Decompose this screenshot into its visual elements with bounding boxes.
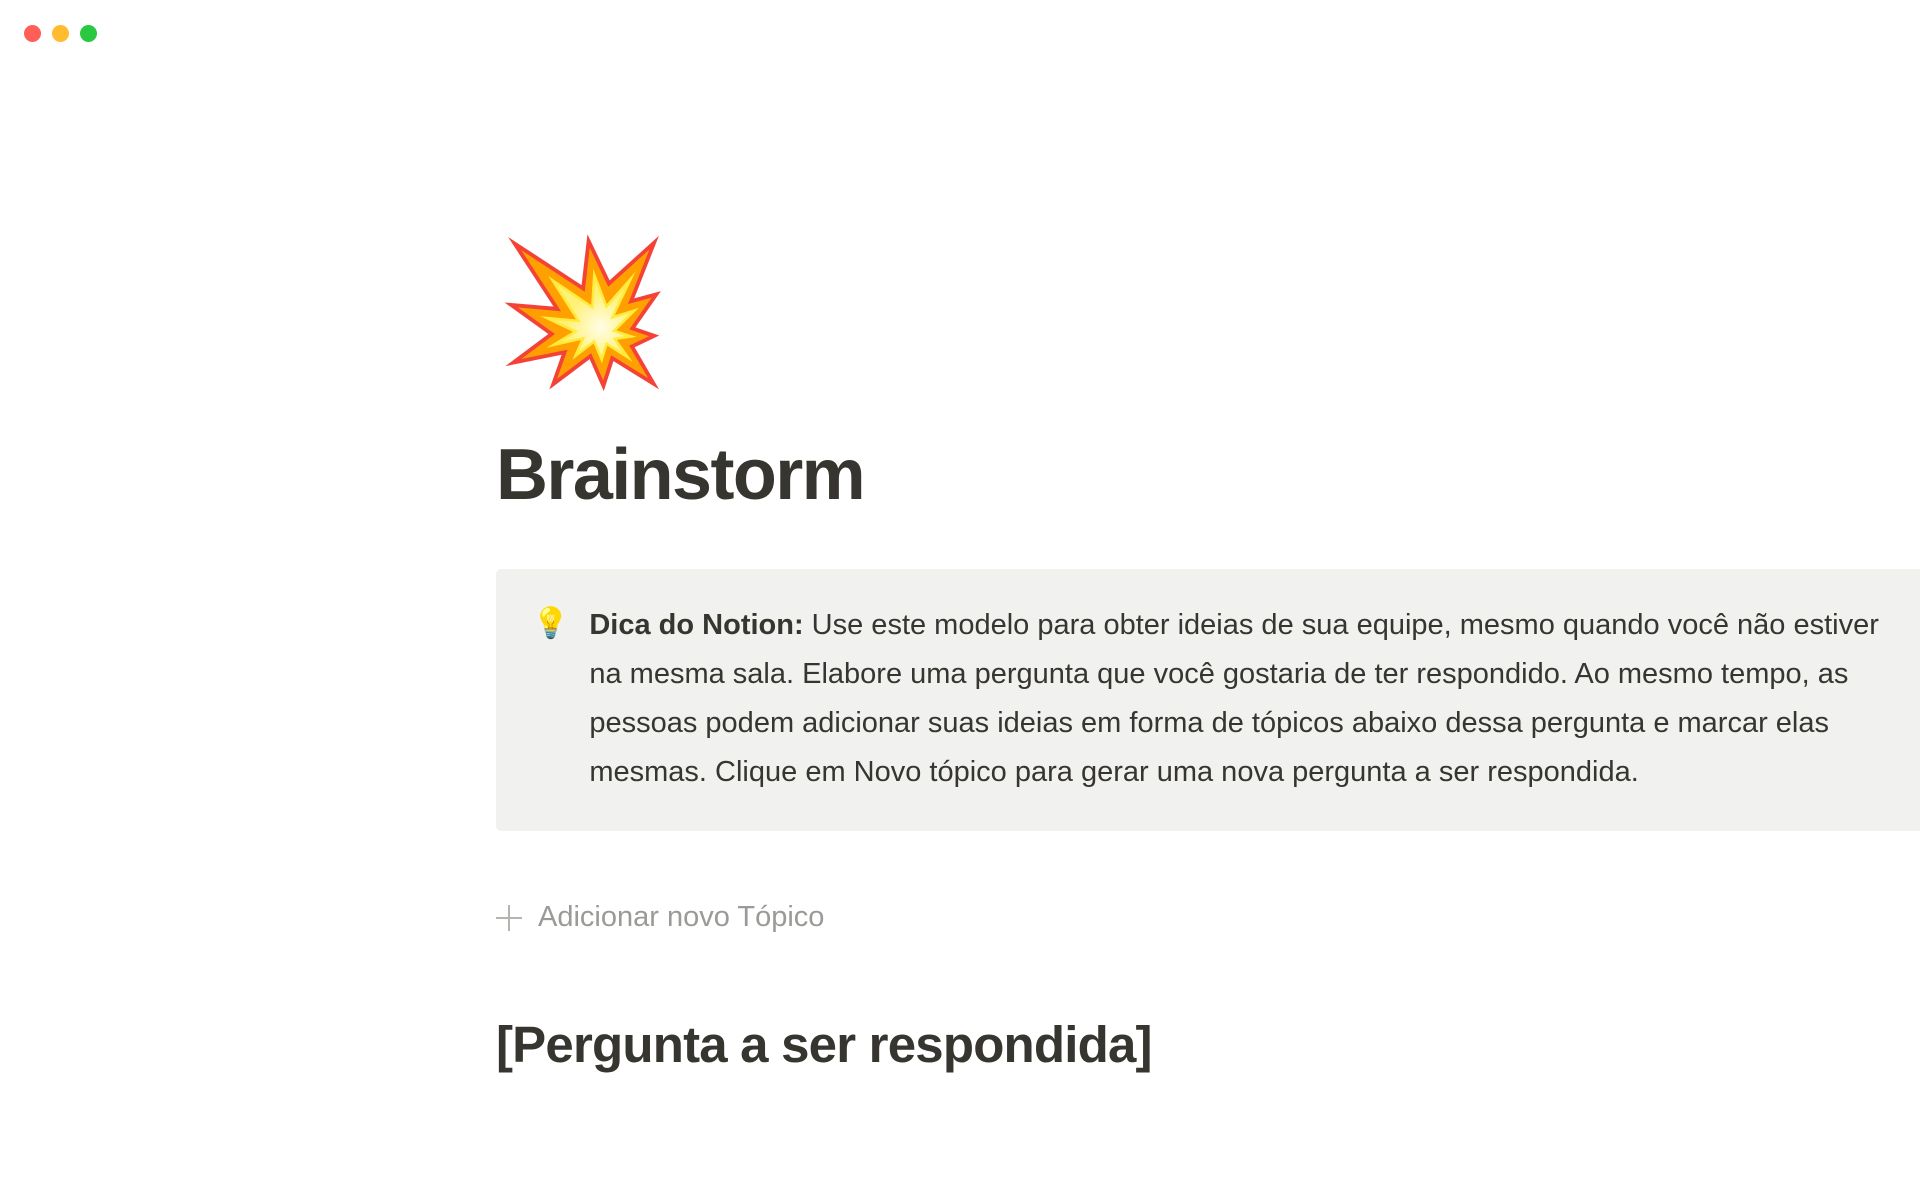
question-section-heading[interactable]: [Pergunta a ser respondida] bbox=[496, 1016, 1152, 1074]
add-new-topic-button[interactable] bbox=[496, 903, 824, 932]
window-controls bbox=[24, 25, 97, 42]
explosion-icon[interactable]: 💥 bbox=[496, 233, 671, 390]
maximize-window-button[interactable] bbox=[80, 25, 97, 42]
lightbulb-icon: 💡 bbox=[532, 607, 570, 641]
tip-callout-lead: Dica do Notion: bbox=[589, 609, 804, 642]
tip-callout[interactable] bbox=[496, 569, 1920, 831]
add-new-topic-label: Adicionar novo Tópico bbox=[538, 901, 825, 934]
page-scroll-area[interactable] bbox=[0, 68, 1920, 1200]
tip-callout-body: Use este modelo para obter ideias de sua equipe, mesmo quando você não estiver na mesma sala. Elabore uma pergunta que você gostaria de ter respondido. Ao mesmo tempo, as pessoas podem adicionar suas ideias em forma de tópicos abaixo dessa pergunta e marcar elas mesmas. Clique em Novo tópico para gerar uma nova pergunta a ser respondida. bbox=[589, 609, 1879, 789]
minimize-window-button[interactable] bbox=[52, 25, 69, 42]
page-title[interactable]: Brainstorm bbox=[496, 435, 865, 515]
title-bar bbox=[0, 0, 1920, 68]
plus-icon bbox=[496, 905, 522, 931]
page-content bbox=[240, 233, 1879, 1075]
close-window-button[interactable] bbox=[24, 25, 41, 42]
tip-callout-text bbox=[589, 601, 1879, 797]
